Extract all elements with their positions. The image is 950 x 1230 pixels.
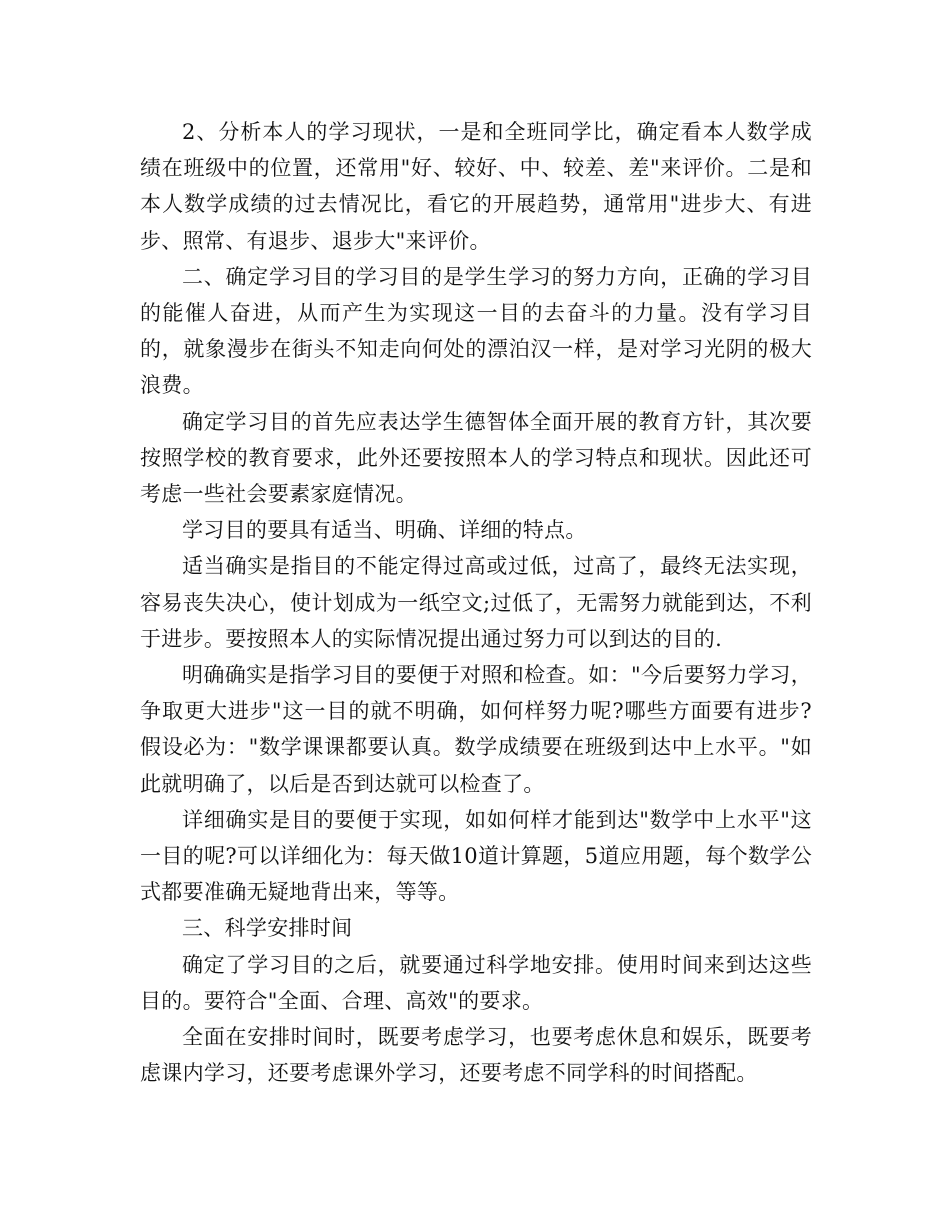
document-body: [140, 114, 812, 1091]
paragraph-learning-goal-heading: 二、确定学习目的学习目的是学生学习的努力方向，正确的学习目的能催人奋进，从而产生为实现这一目的去奋斗的力量。没有学习目的，就象漫步在街头不知走向何处的漂泊汉一样，是对学习光阴的极大浪费。: [140, 264, 812, 398]
section-heading-time-planning: 三、科学安排时间: [182, 916, 353, 941]
paragraph-goal-traits: 学习目的要具有适当、明确、详细的特点。: [182, 518, 587, 543]
paragraph-clear-goal: 明确确实是指学习目的要便于对照和检查。如："今后要努力学习，争取更大进步"这一目的就不明确，如何样努力呢?哪些方面要有进步?假设必为："数学课课都要认真。数学成绩要在班级到达中上水平。"如此就明确了，以后是否到达就可以检查了。: [140, 663, 812, 796]
paragraph-appropriate-goal: 适当确实是指目的不能定得过高或过低，过高了，最终无法实现，容易丧失决心，使计划成为一纸空文;过低了，无需努力就能到达，不利于进步。要按照本人的实际情况提出通过努力可以到达的目的.: [140, 554, 812, 651]
paragraph-study-status: 2、分析本人的学习现状，一是和全班同学比，确定看本人数学成绩在班级中的位置，还常用"好、较好、中、较差、差"来评价。二是和本人数学成绩的过去情况比，看它的开展趋势，通常用"进步大、有进步、照常、有退步、退步大"来评价。: [140, 120, 812, 253]
paragraph-detailed-goal: 详细确实是目的要便于实现，如如何样才能到达"数学中上水平"这一目的呢?可以详细化为：每天做10道计算题，5道应用题，每个数学公式都要准确无疑地背出来，等等。: [140, 807, 812, 905]
paragraph-comprehensive-planning: 全面在安排时间时，既要考虑学习，也要考虑休息和娱乐，既要考虑课内学习，还要考虑课外学习，还要考虑不同学科的时间搭配。: [140, 1025, 812, 1086]
paragraph-goal-basis: 确定学习目的首先应表达学生德智体全面开展的教育方针，其次要按照学校的教育要求，此外还要按照本人的学习特点和现状。因此还可考虑一些社会要素家庭情况。: [140, 409, 812, 507]
paragraph-time-planning: 确定了学习目的之后，就要通过科学地安排。使用时间来到达这些目的。要符合"全面、合理、高效"的要求。: [140, 952, 812, 1013]
